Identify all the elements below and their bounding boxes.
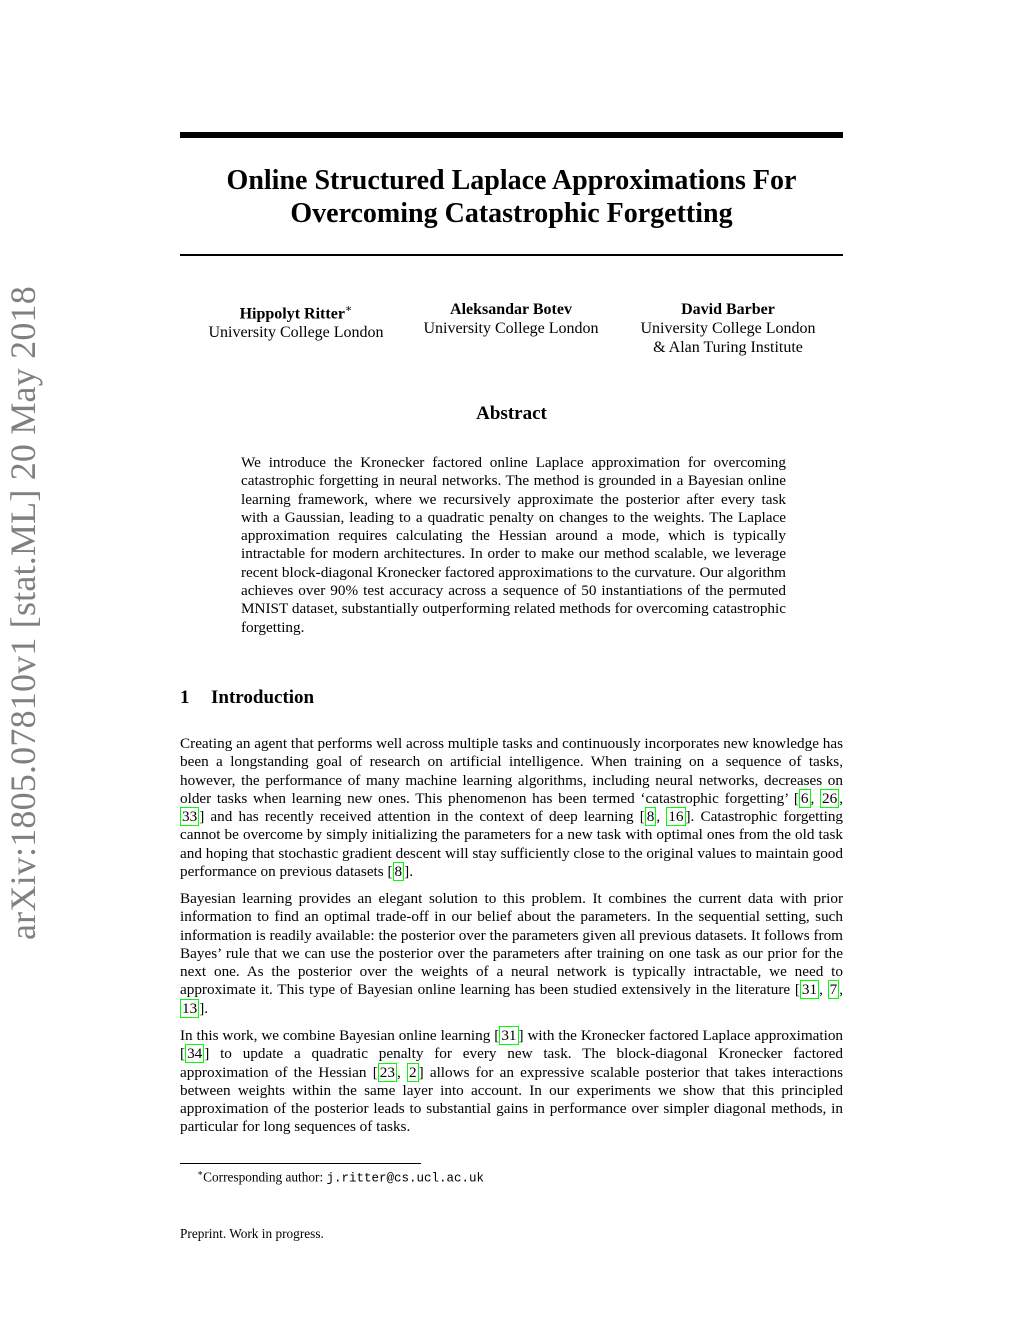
author-ritter <box>205 300 387 342</box>
intro-paragraph-2: Bayesian learning provides an elegant solution to this problem. It combines the current data with prior information to find an optimal trade-off in our belief about the parameters. In the sequential setting, such information is readily available: the posterior over the parameters given all previous datasets. It follows from Bayes’ rule that we can use the posterior over the parameters after training on one task as our prior for the next one. As the posterior over the weights of a neural network is typically intractable, we need to approximate it. This type of Bayesian online learning has been studied extensively in the literature [ 31 , 7 , 13 ]. <box>180 890 844 1017</box>
paragraph-text: ] allows for an expressive scalable posterior that takes interactions between weights within the same layer into account. In our experiments we show that this principled approximation of the posterior leads to substantial gains in performance over simpler diagonal methods, in particular for long sequences of tasks. <box>180 1063 844 1136</box>
footnote-marker: ∗ <box>197 1168 204 1178</box>
author-email: j.ritter@cs.ucl.ac.uk <box>326 1171 485 1186</box>
citation-link[interactable]: 34 <box>187 1045 203 1063</box>
footnote-divider <box>180 1163 421 1164</box>
citation-link[interactable]: 33 <box>182 808 198 826</box>
citation-link[interactable]: 2 <box>408 1063 417 1081</box>
author-barber <box>636 300 820 357</box>
citation-link[interactable]: 13 <box>182 999 198 1017</box>
citation-link[interactable]: 8 <box>646 808 655 826</box>
section-heading-introduction <box>180 687 314 709</box>
title-top-rule <box>180 132 843 138</box>
citation-link[interactable]: 26 <box>822 789 838 807</box>
author-affiliation: University College London <box>640 320 816 337</box>
author-affiliation-secondary: & Alan Turing Institute <box>653 339 803 356</box>
author-name: Aleksandar Botev <box>450 301 572 318</box>
citation-link[interactable]: 31 <box>501 1027 517 1044</box>
paragraph-text: ]. <box>199 999 209 1017</box>
footnote-marker: ∗ <box>344 303 353 315</box>
paragraph-text: ]. <box>404 863 413 881</box>
abstract-text: We introduce the Kronecker factored online Laplace approximation for overcoming catastrophic forgetting in neural networks. The method is grounded in a Bayesian online learning framework, where we recursively approximate the posterior after every task with a Gaussian, leading to a quadratic penalty on changes to the weights. The Laplace approximation requires calculating the Hessian around a mode, which is typically intractable for modern architectures. In order to make our method scalable, we leverage recent block-diagonal Kronecker factored approximations to the curvature. Our algorithm achieves over 90% test accuracy across a sequence of 50 instantiations of the permuted MNIST dataset, substantially outperforming related methods for overcoming catastrophic forgetting. <box>241 454 786 636</box>
paragraph-text: ] to update a quadratic penalty for every new task. The block-diagonal Kronecker factored approximation of the Hessian [ <box>180 1045 843 1081</box>
paper-title <box>180 164 843 230</box>
title-line-2: Overcoming Catastrophic Forgetting <box>290 198 733 229</box>
footnote <box>197 1168 484 1185</box>
intro-paragraph-1: Creating an agent that performs well across multiple tasks and continuously incorporates new knowledge has been a longstanding goal of research on artificial intelligence. When training on a sequence of tasks, however, the performance of many machine learning algorithms, including neural networks, decreases on older tasks when learning new ones. This phenomenon has been termed ‘catastrophic forgetting’ [ 6 , 26 , 33 ] and has recently received attention in the context of deep learning [ 8 , 16 ]. Catastrophic forgetting cannot be overcome by simply initializing the parameters for a new task with optimal ones from the old task and hoping that stochastic gradient descent will stay sufficiently close to the original values to maintain good performance on previous datasets [ 8 ]. <box>180 735 844 881</box>
citation-link[interactable]: 16 <box>668 808 684 826</box>
section-number: 1 <box>180 687 190 708</box>
author-botev <box>420 300 602 338</box>
paragraph-text: In this work, we combine Bayesian online learning [ <box>180 1027 500 1044</box>
footnote-text: Corresponding author: <box>203 1169 327 1185</box>
paragraph-text: ]. Catastrophic forgetting cannot be overcome by simply initializing the parameters for a new task with optimal ones from the old task and hoping that stochastic gradient descent will stay sufficiently close to the original values to maintain good performance on previous datasets [ <box>180 808 844 881</box>
paragraph-text: ] and has recently received attention in the context of deep learning [ <box>199 808 645 826</box>
paragraph-text: Creating an agent that performs well across multiple tasks and continuously incorporates new knowledge has been a longstanding goal of research on artificial intelligence. When training on a sequence of tasks, however, the performance of many machine learning algorithms, including neural networks, decreases on older tasks when learning new ones. This phenomenon has been termed ‘catastrophic forgetting’ [ <box>180 735 844 807</box>
author-affiliation: University College London <box>208 324 384 342</box>
author-name: David Barber <box>681 301 775 318</box>
citation-link[interactable]: 7 <box>829 981 838 999</box>
title-line-1: Online Structured Laplace Approximations For <box>226 165 797 196</box>
preprint-note: Preprint. Work in progress. <box>180 1226 324 1241</box>
citation-link[interactable]: 6 <box>800 789 809 807</box>
citation-link[interactable]: 31 <box>801 981 818 999</box>
section-title: Introduction <box>211 687 315 708</box>
intro-paragraph-3: In this work, we combine Bayesian online learning [ 31 ] with the Kronecker factored Laplace approximation [ 34 ] to update a quadratic penalty for every new task. The block-diagonal Kronecker factored approximation of the Hessian [ 23 , 2 ] allows for an expressive scalable posterior that takes interactions between weights within the same layer into account. In our experiments we show that this principled approximation of the posterior leads to substantial gains in performance over simpler diagonal methods, in particular for long sequences of tasks. <box>180 1027 844 1136</box>
author-name: Hippolyt Ritter <box>239 305 345 323</box>
author-affiliation: University College London <box>423 320 599 337</box>
title-bottom-rule <box>180 254 843 256</box>
abstract-heading: Abstract <box>476 403 547 424</box>
paragraph-text: ] with the Kronecker factored Laplace approximation [ <box>180 1027 844 1063</box>
paragraph-text: Bayesian learning provides an elegant solution to this problem. It combines the current data with prior information to find an optimal trade-off in our belief about the parameters. In the sequential setting, such information is readily available: the posterior over the parameters given all previous datasets. It follows from Bayes’ rule that we can use the posterior over the parameters after training on one task as our prior for the next one. As the posterior over the weights of a neural network is typically intractable, we need to approximate it. This type of Bayesian online learning has been studied extensively in the literature [ <box>180 890 843 999</box>
citation-link[interactable]: 23 <box>379 1063 395 1081</box>
citation-link[interactable]: 8 <box>394 863 403 881</box>
author-block <box>180 300 843 370</box>
arxiv-identifier-stamp: arXiv:1805.07810v1 [stat.ML] 20 May 2018 <box>3 286 43 940</box>
